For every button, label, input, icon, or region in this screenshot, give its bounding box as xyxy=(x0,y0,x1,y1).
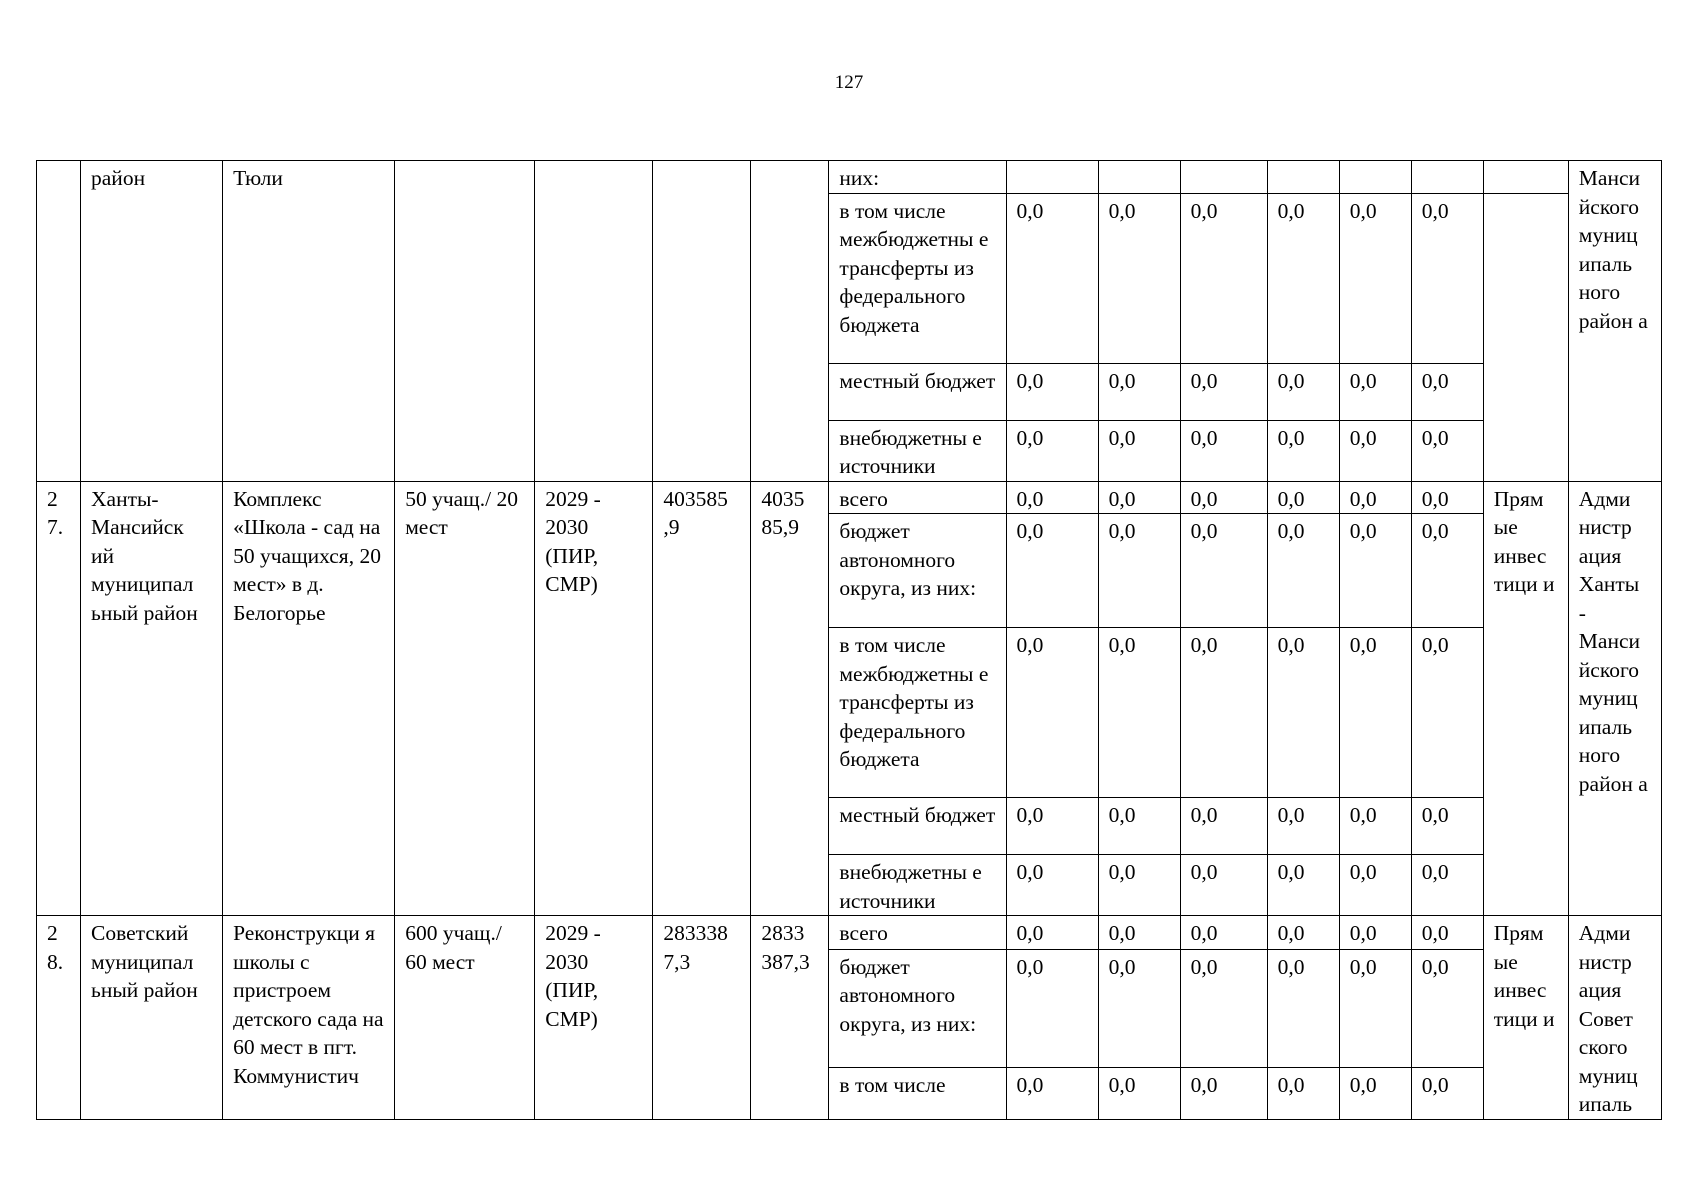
funding-value: 0,0 xyxy=(1180,420,1267,481)
funding-source: них: xyxy=(829,161,1006,194)
funding-value: 0,0 xyxy=(1267,193,1339,363)
funding-value: 0,0 xyxy=(1180,628,1267,798)
investment-mechanism: Прям ые инвес тици и xyxy=(1483,916,1568,1120)
funding-value: 0,0 xyxy=(1006,949,1098,1067)
funding-value: 0,0 xyxy=(1267,855,1339,916)
funding-value: 0,0 xyxy=(1411,949,1483,1067)
period xyxy=(535,161,653,482)
funding-value: 0,0 xyxy=(1339,514,1411,628)
investment-mechanism xyxy=(1483,193,1568,481)
funding-value: 0,0 xyxy=(1267,420,1339,481)
funding-value: 0,0 xyxy=(1098,1067,1180,1119)
funding-value: 0,0 xyxy=(1411,855,1483,916)
funding-value: 0,0 xyxy=(1267,949,1339,1067)
object-name: Реконструкци я школы с пристроем детского сада на 60 мест в пгт. Коммунистич xyxy=(223,916,395,1120)
funding-value: 0,0 xyxy=(1180,916,1267,950)
funding-value: 0,0 xyxy=(1339,855,1411,916)
funding-value: 0,0 xyxy=(1006,363,1098,420)
funding-value: 0,0 xyxy=(1006,481,1098,514)
funding-value: 0,0 xyxy=(1180,193,1267,363)
investment-table xyxy=(36,160,1662,1120)
funding-value: 0,0 xyxy=(1267,514,1339,628)
remaining-cost xyxy=(751,161,829,482)
funding-value: 0,0 xyxy=(1267,628,1339,798)
funding-value: 0,0 xyxy=(1339,916,1411,950)
period: 2029 - 2030 (ПИР, СМР) xyxy=(535,916,653,1120)
table-row xyxy=(37,481,1662,514)
total-cost xyxy=(653,161,751,482)
funding-value: 0,0 xyxy=(1006,193,1098,363)
funding-value: 0,0 xyxy=(1180,514,1267,628)
funding-value: 0,0 xyxy=(1180,855,1267,916)
funding-source: местный бюджет xyxy=(829,798,1006,855)
funding-value: 0,0 xyxy=(1098,420,1180,481)
funding-value: 0,0 xyxy=(1411,420,1483,481)
funding-value xyxy=(1098,161,1180,194)
object-name: Комплекс «Школа - сад на 50 учащихся, 20 мест» в д. Белогорье xyxy=(223,481,395,916)
funding-value: 0,0 xyxy=(1339,628,1411,798)
funding-value: 0,0 xyxy=(1339,798,1411,855)
responsible-body: Адми нистр ация Ханты - Манси йского муниц ипаль ного район а xyxy=(1568,481,1661,916)
funding-source: внебюджетны е источники xyxy=(829,855,1006,916)
remaining-cost: 2833 387,3 xyxy=(751,916,829,1120)
district-name: Советский муниципал ьный район xyxy=(81,916,223,1120)
capacity: 600 учащ./ 60 мест xyxy=(395,916,535,1120)
funding-value: 0,0 xyxy=(1180,363,1267,420)
total-cost: 403585 ,9 xyxy=(653,481,751,916)
funding-value: 0,0 xyxy=(1411,916,1483,950)
remaining-cost: 4035 85,9 xyxy=(751,481,829,916)
district-name: район xyxy=(81,161,223,482)
table-row xyxy=(37,161,1662,194)
funding-value: 0,0 xyxy=(1339,193,1411,363)
investment-mechanism: Прям ые инвес тици и xyxy=(1483,481,1568,916)
row-number xyxy=(37,161,81,482)
funding-source: внебюджетны е источники xyxy=(829,420,1006,481)
funding-value: 0,0 xyxy=(1098,193,1180,363)
funding-source: бюджет автономного округа, из них: xyxy=(829,514,1006,628)
total-cost: 283338 7,3 xyxy=(653,916,751,1120)
funding-value: 0,0 xyxy=(1180,949,1267,1067)
funding-value: 0,0 xyxy=(1339,949,1411,1067)
funding-value: 0,0 xyxy=(1411,193,1483,363)
funding-value: 0,0 xyxy=(1098,628,1180,798)
funding-value: 0,0 xyxy=(1267,916,1339,950)
funding-value: 0,0 xyxy=(1267,363,1339,420)
funding-source: в том числе межбюджетны е трансферты из федерального бюджета xyxy=(829,193,1006,363)
funding-value: 0,0 xyxy=(1411,514,1483,628)
funding-value: 0,0 xyxy=(1098,481,1180,514)
period: 2029 - 2030 (ПИР, СМР) xyxy=(535,481,653,916)
funding-value: 0,0 xyxy=(1098,949,1180,1067)
funding-value: 0,0 xyxy=(1098,916,1180,950)
funding-value: 0,0 xyxy=(1006,855,1098,916)
row-number: 2 8. xyxy=(37,916,81,1120)
funding-value: 0,0 xyxy=(1411,363,1483,420)
funding-value xyxy=(1006,161,1098,194)
row-number: 2 7. xyxy=(37,481,81,916)
capacity xyxy=(395,161,535,482)
table-row xyxy=(37,916,1662,950)
funding-source: всего xyxy=(829,481,1006,514)
funding-value: 0,0 xyxy=(1411,628,1483,798)
funding-value: 0,0 xyxy=(1339,481,1411,514)
investment-mechanism xyxy=(1483,161,1568,194)
funding-value: 0,0 xyxy=(1411,1067,1483,1119)
funding-value: 0,0 xyxy=(1267,1067,1339,1119)
funding-value: 0,0 xyxy=(1180,798,1267,855)
funding-source: в том числе межбюджетны е трансферты из федерального бюджета xyxy=(829,628,1006,798)
funding-value: 0,0 xyxy=(1006,514,1098,628)
district-name: Ханты- Мансийск ий муниципал ьный район xyxy=(81,481,223,916)
funding-value: 0,0 xyxy=(1339,1067,1411,1119)
funding-value: 0,0 xyxy=(1006,1067,1098,1119)
responsible-body: Адми нистр ация Совет ского муниц ипаль xyxy=(1568,916,1661,1120)
funding-value: 0,0 xyxy=(1180,1067,1267,1119)
funding-value: 0,0 xyxy=(1411,481,1483,514)
funding-value: 0,0 xyxy=(1339,363,1411,420)
object-name: Тюли xyxy=(223,161,395,482)
funding-source: бюджет автономного округа, из них: xyxy=(829,949,1006,1067)
funding-value: 0,0 xyxy=(1006,628,1098,798)
funding-value: 0,0 xyxy=(1006,916,1098,950)
funding-source: местный бюджет xyxy=(829,363,1006,420)
funding-value: 0,0 xyxy=(1180,481,1267,514)
funding-value: 0,0 xyxy=(1098,514,1180,628)
funding-value: 0,0 xyxy=(1098,363,1180,420)
funding-value: 0,0 xyxy=(1006,798,1098,855)
funding-value: 0,0 xyxy=(1411,798,1483,855)
funding-source: в том числе xyxy=(829,1067,1006,1119)
funding-value: 0,0 xyxy=(1339,420,1411,481)
funding-value: 0,0 xyxy=(1267,481,1339,514)
funding-value: 0,0 xyxy=(1267,798,1339,855)
capacity: 50 учащ./ 20 мест xyxy=(395,481,535,916)
funding-source: всего xyxy=(829,916,1006,950)
funding-value xyxy=(1339,161,1411,194)
responsible-body: Манси йского муниц ипаль ного район а xyxy=(1568,161,1661,482)
page-number: 127 xyxy=(834,72,864,93)
funding-value: 0,0 xyxy=(1006,420,1098,481)
funding-value xyxy=(1267,161,1339,194)
funding-value: 0,0 xyxy=(1098,798,1180,855)
funding-value xyxy=(1180,161,1267,194)
funding-value xyxy=(1411,161,1483,194)
funding-value: 0,0 xyxy=(1098,855,1180,916)
